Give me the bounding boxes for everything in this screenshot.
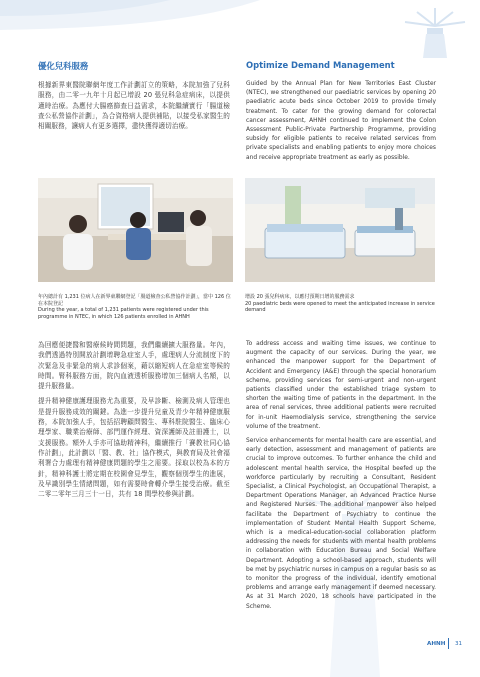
body-text-zh: 為回應便捷醫和醫療候時間問題，我們繼續擴大服務量。年內，我們透過特別開放計劃增聘急症室人手，處理病人分流制度下的次緊急及非緊急的病人求診個案，藉以縮短病人在急症室等候的時間。腎科服務方面，院內血液透析服務增加三個病人名額，以提升服務量。 提升精神健康護理服務尤為重要，及早診斷、檢測及病人管理也是提升服務成效的關鍵。為進一步提升兒童及青少年精神健康服務，本院加強人手，包括招聘顧問醫生、專科駐院醫生、臨床心理學家、職業治療師、部門運作經理、資深護師及註冊護士，以支援服務。額外人手亦可協助精神科，繼續推行「賽教社同心協作計劃」，此計劃以「醫、教、社」協作模式，與教育局及社會福利署合力處理有精神健康問題的學生之需要。採取以校為本的方針，精神科護士將定期在校園會見學生，觀察個別學生的進展，及早識別學生情緒問題，如有需要時會轉介學生接受治療。截至二零二零年三月三十一日，共有 18 間學校參與計劃。	[38, 341, 230, 499]
intro-paragraph-zh: 根據新界東醫院聯網年度工作計劃訂立的策略，本院加強了兒科服務，由二零一九年十月起已增設 20 張兒科急症病床，以提供適時治療。為應付大腸癌篩查日益需求，本院繼續實行「腸道檢查公私營協作計劃」，為合資格病人提供補貼，以接受私家醫生的相關服務，讓病人有更多選擇，盡快獲得適切治療。	[38, 81, 230, 131]
photo-caption-left: 年內總計有 1,231 位病人在新界東聯網登記「腸道檢查公私營協作計劃」，當中 126 位在本院登記 During the year, a total of 1,231 patients were registered under this programme in NTEC, in which 126 patients enrolled in AHNH	[38, 294, 231, 320]
photo-caption-right: 增設 20 張兒科病床，以應付預期日增的服務需求 20 paediatric beds were opened to meet the anticipated increase in service demand	[245, 294, 435, 313]
consultation-photo	[38, 178, 233, 282]
footer-organization: AHNH	[427, 641, 446, 647]
footer-divider	[448, 638, 449, 649]
lighthouse-decoration-icon	[395, 6, 475, 58]
page-number: 31	[455, 641, 463, 647]
body-text-en: To address access and waiting time issues, we continue to augment the capacity of our services. During the year, we enhanced the manpower support for the Department of Accident and Emergency (A&E) through the special honorarium scheme, providing services for semi-urgent and non-urgent patients classified under the established triage system to shorten the waiting time of patients in the department. In the area of renal services, three additional patients were recruited for in-unit Haemodialysis service, strengthening the service volume of the treatment. Service enhancements for mental health care are essential, and early detection, assessment and management of patients are crucial to improve outcomes. To further enhance the child and adolescent mental health service, the Hospital beefed up the workforce particularly by recruiting a Consultant, Resident Specialist, a Clinical Psychologist, an Occupational Therapist, a Department Operations Manager, an Advanced Practice Nurse and Registered Nurses. The additional manpower also helped facilitate the Department of Psychiatry to continue the implementation of Student Mental Health Support Scheme, which is a medical-education-social collaboration platform addressing the needs for students with mental health problems in collaboration with Education Bureau and Social Welfare Department. Adopting a school-based approach, students will be met by psychiatric nurses in campus on a regular basis so as to monitor the progress of the individual, identify emotional problems and arrange early management if deemed necessary. As at 31 March 2020, 18 schools have participated in the Scheme.	[246, 341, 436, 610]
section-heading-en: Optimize Demand Management	[246, 60, 395, 70]
intro-paragraph-en: Guided by the Annual Plan for New Territories East Cluster (NTEC), we strengthened our paediatric services by opening 20 paediatric acute beds since October 2019 to provide timely treatment. To cater for the growing demand for colorectal cancer assessment, AHNH continued to implement the Colon Assessment Public-Private Partnership Programme, providing subsidy for eligible patients to receive related services from private specialists and enabling patients to enjoy more choices and receive appropriate treatment as early as possible.	[246, 81, 436, 161]
section-heading-zh: 優化兒科服務	[38, 61, 89, 71]
paediatric-ward-photo	[245, 178, 435, 282]
